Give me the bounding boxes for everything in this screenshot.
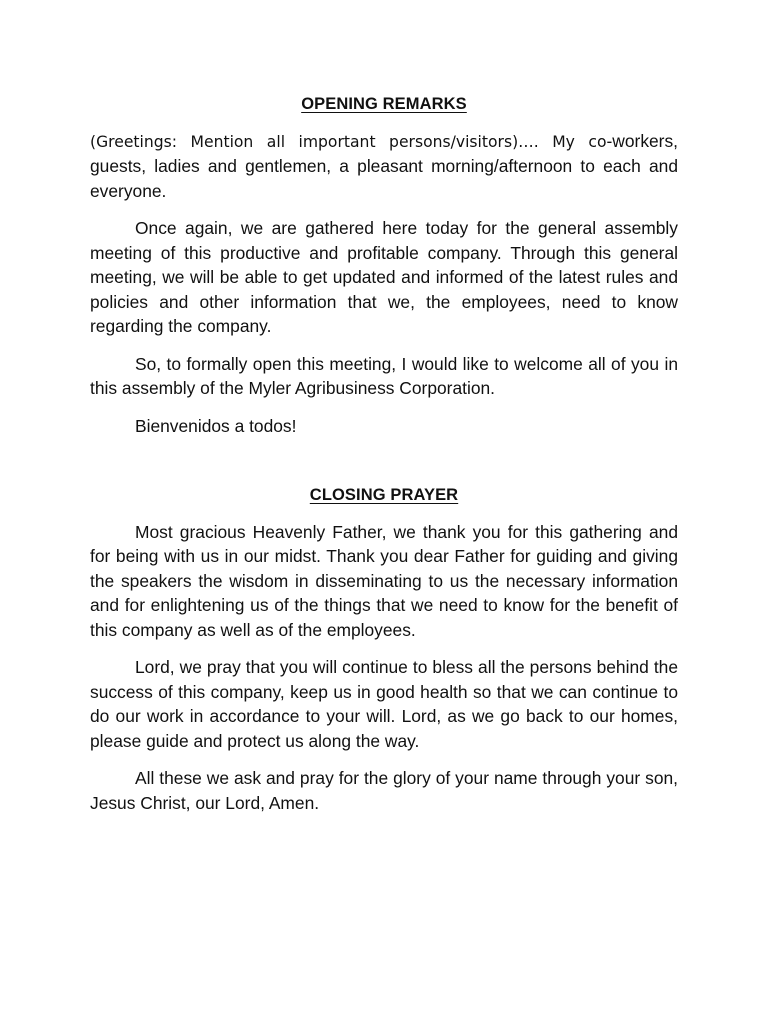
opening-remarks-heading: OPENING REMARKS: [301, 95, 467, 113]
opening-paragraph-bienvenidos: Bienvenidos a todos!: [135, 415, 297, 436]
closing-paragraph-amen: All these we ask and pray for the glory of your name through your son, Jesus Christ, our Lord, Amen.: [90, 768, 678, 813]
greetings-lead: (Greetings: Mention all important persons/visitors)…. My co: [90, 132, 607, 151]
greetings-rest: -workers, guests, ladies and gentlemen, a pleasant morning/afternoon to each and everyone.: [90, 130, 678, 201]
closing-prayer-heading: CLOSING PRAYER: [309, 486, 459, 504]
document-page: [90, 92, 678, 815]
closing-paragraph-bless: Lord, we pray that you will continue to bless all the persons behind the success of this company, keep us in good health so that we can continue to do our work in accordance to your will. Lord, as we go back to our homes, please guide and protect us along the way.: [90, 657, 678, 751]
opening-paragraph-assembly: Once again, we are gathered here today for the general assembly meeting of this productive and profitable company. Through this general meeting, we will be able to get updated and informed of the latest rules and policies and other information that we, the employees, need to know regarding the company.: [90, 218, 678, 336]
opening-paragraph-greetings: [90, 129, 678, 204]
opening-paragraph-welcome: So, to formally open this meeting, I would like to welcome all of you in this assembly of the Myler Agribusiness Corporation.: [90, 353, 678, 398]
closing-paragraph-thanks: Most gracious Heavenly Father, we thank you for this gathering and for being with us in our midst. Thank you dear Father for guiding and giving the speakers the wisdom in disseminating to us the necessary information and for enlightening us of the things that we need to know for the benefit of this company as well as of the employees.: [90, 521, 678, 640]
